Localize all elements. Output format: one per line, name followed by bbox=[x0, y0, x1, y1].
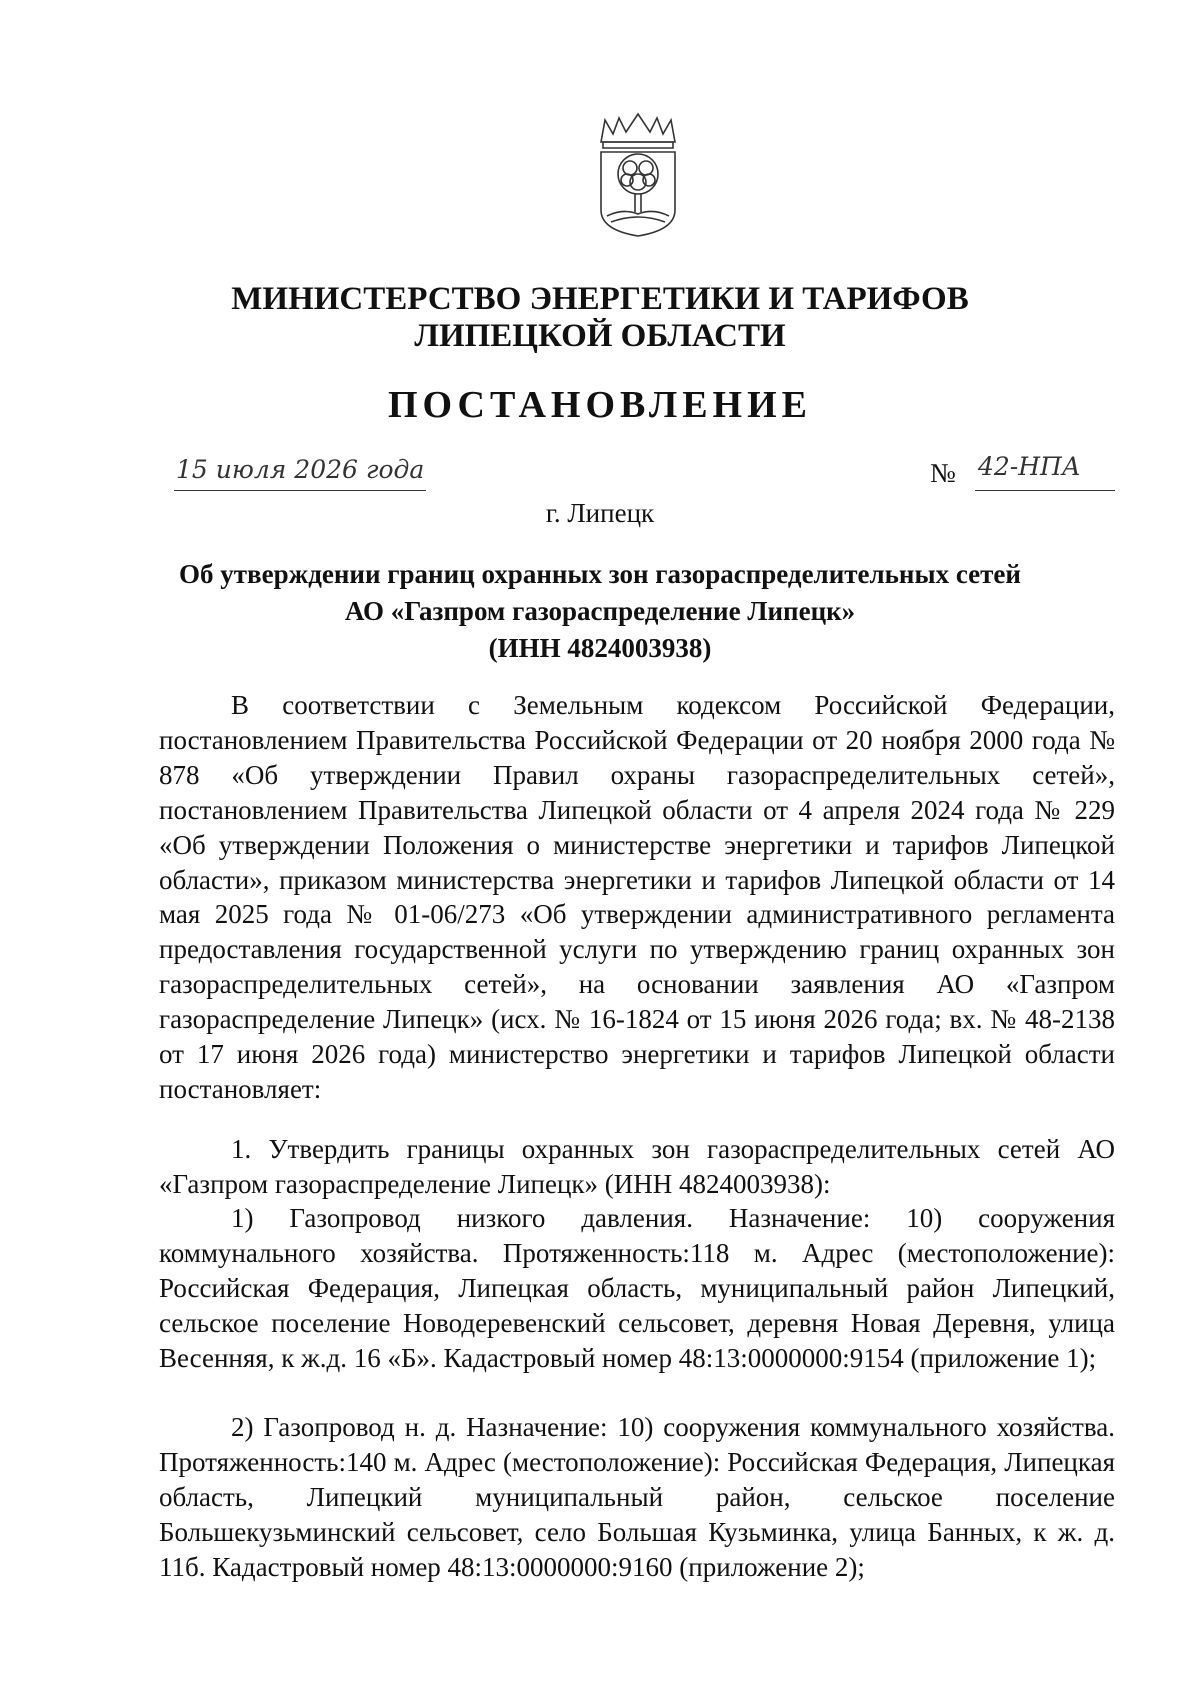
coat-of-arms-emblem bbox=[593, 112, 683, 240]
city-line: г. Липецк bbox=[545, 498, 655, 528]
number-label: № bbox=[930, 458, 956, 488]
clause-1-item-2: 2) Газопровод н. д. Назначение: 10) сооружения коммунального хозяйства. Протяженность:140 м. Адрес (местоположение): Российская Федерация, Липецкая область, Липецкий муниципальный район, сельское поселение Большекузьминский сельсовет, село Большая Кузьминка, улица Банных, к ж. д. 11б. Кадастровый номер 48:13:0000000:9160 (приложение 2); bbox=[159, 1412, 1115, 1582]
clause-1-item-1: 1) Газопровод низкого давления. Назначение: 10) сооружения коммунального хозяйства. Протяженность:118 м. Адрес (местоположение): Российская Федерация, Липецкая область, муниципальный район Липецкий, сельское поселение Новодеревенский сельсовет, деревня Новая Деревня, улица Весенняя, к ж.д. 16 «Б». Кадастровый номер 48:13:0000000:9154 (приложение 1); bbox=[159, 1203, 1115, 1373]
subject-line-2: АО «Газпром газораспределение Липецк» bbox=[344, 596, 856, 626]
document-type-title: ПОСТАНОВЛЕНИЕ bbox=[387, 384, 813, 426]
clause-1-paragraph: 1. Утвердить границы охранных зон газораспределительных сетей АО «Газпром газораспределение Липецк» (ИНН 4824003938): bbox=[159, 1134, 1115, 1199]
date-underline bbox=[174, 490, 426, 491]
preamble-paragraph: В соответствии с Земельным кодексом Российской Федерации, постановлением Правительства Российской Федерации от 20 ноября 2000 года № 878 «Об утверждении Правил охраны газораспределительных сетей», постановлением Правительства Липецкой области от 4 апреля 2024 года № 229 «Об утверждении Положения о министерстве энергетики и тарифов Липецкой области», приказом министерства энергетики и тарифов Липецкой области от 14 мая 2025 года № 01-06/273 «Об утверждении административного регламента предоставления государственной услуги по утверждению границ охранных зон газораспределительных сетей», на основании заявления АО «Газпром газораспределение Липецк» (исх. № 16-1824 от 15 июня 2026 года; вх. № 48-2138 от 17 июня 2026 года) министерство энергетики и тарифов Липецкой области постановляет: bbox=[159, 690, 1115, 1104]
number-underline bbox=[975, 490, 1115, 491]
ministry-name-line2: ЛИПЕЦКОЙ ОБЛАСТИ bbox=[414, 318, 786, 354]
ministry-name-line1: МИНИСТЕРСТВО ЭНЕРГЕТИКИ И ТАРИФОВ bbox=[231, 281, 969, 317]
subject-line-1: Об утверждении границ охранных зон газораспределительных сетей bbox=[179, 559, 1021, 589]
handwritten-number: 42-НПА bbox=[978, 452, 1081, 481]
document-subject bbox=[150, 556, 1050, 667]
subject-line-3: (ИНН 4824003938) bbox=[488, 633, 712, 663]
handwritten-date: 15 июля 2026 года bbox=[176, 455, 425, 484]
